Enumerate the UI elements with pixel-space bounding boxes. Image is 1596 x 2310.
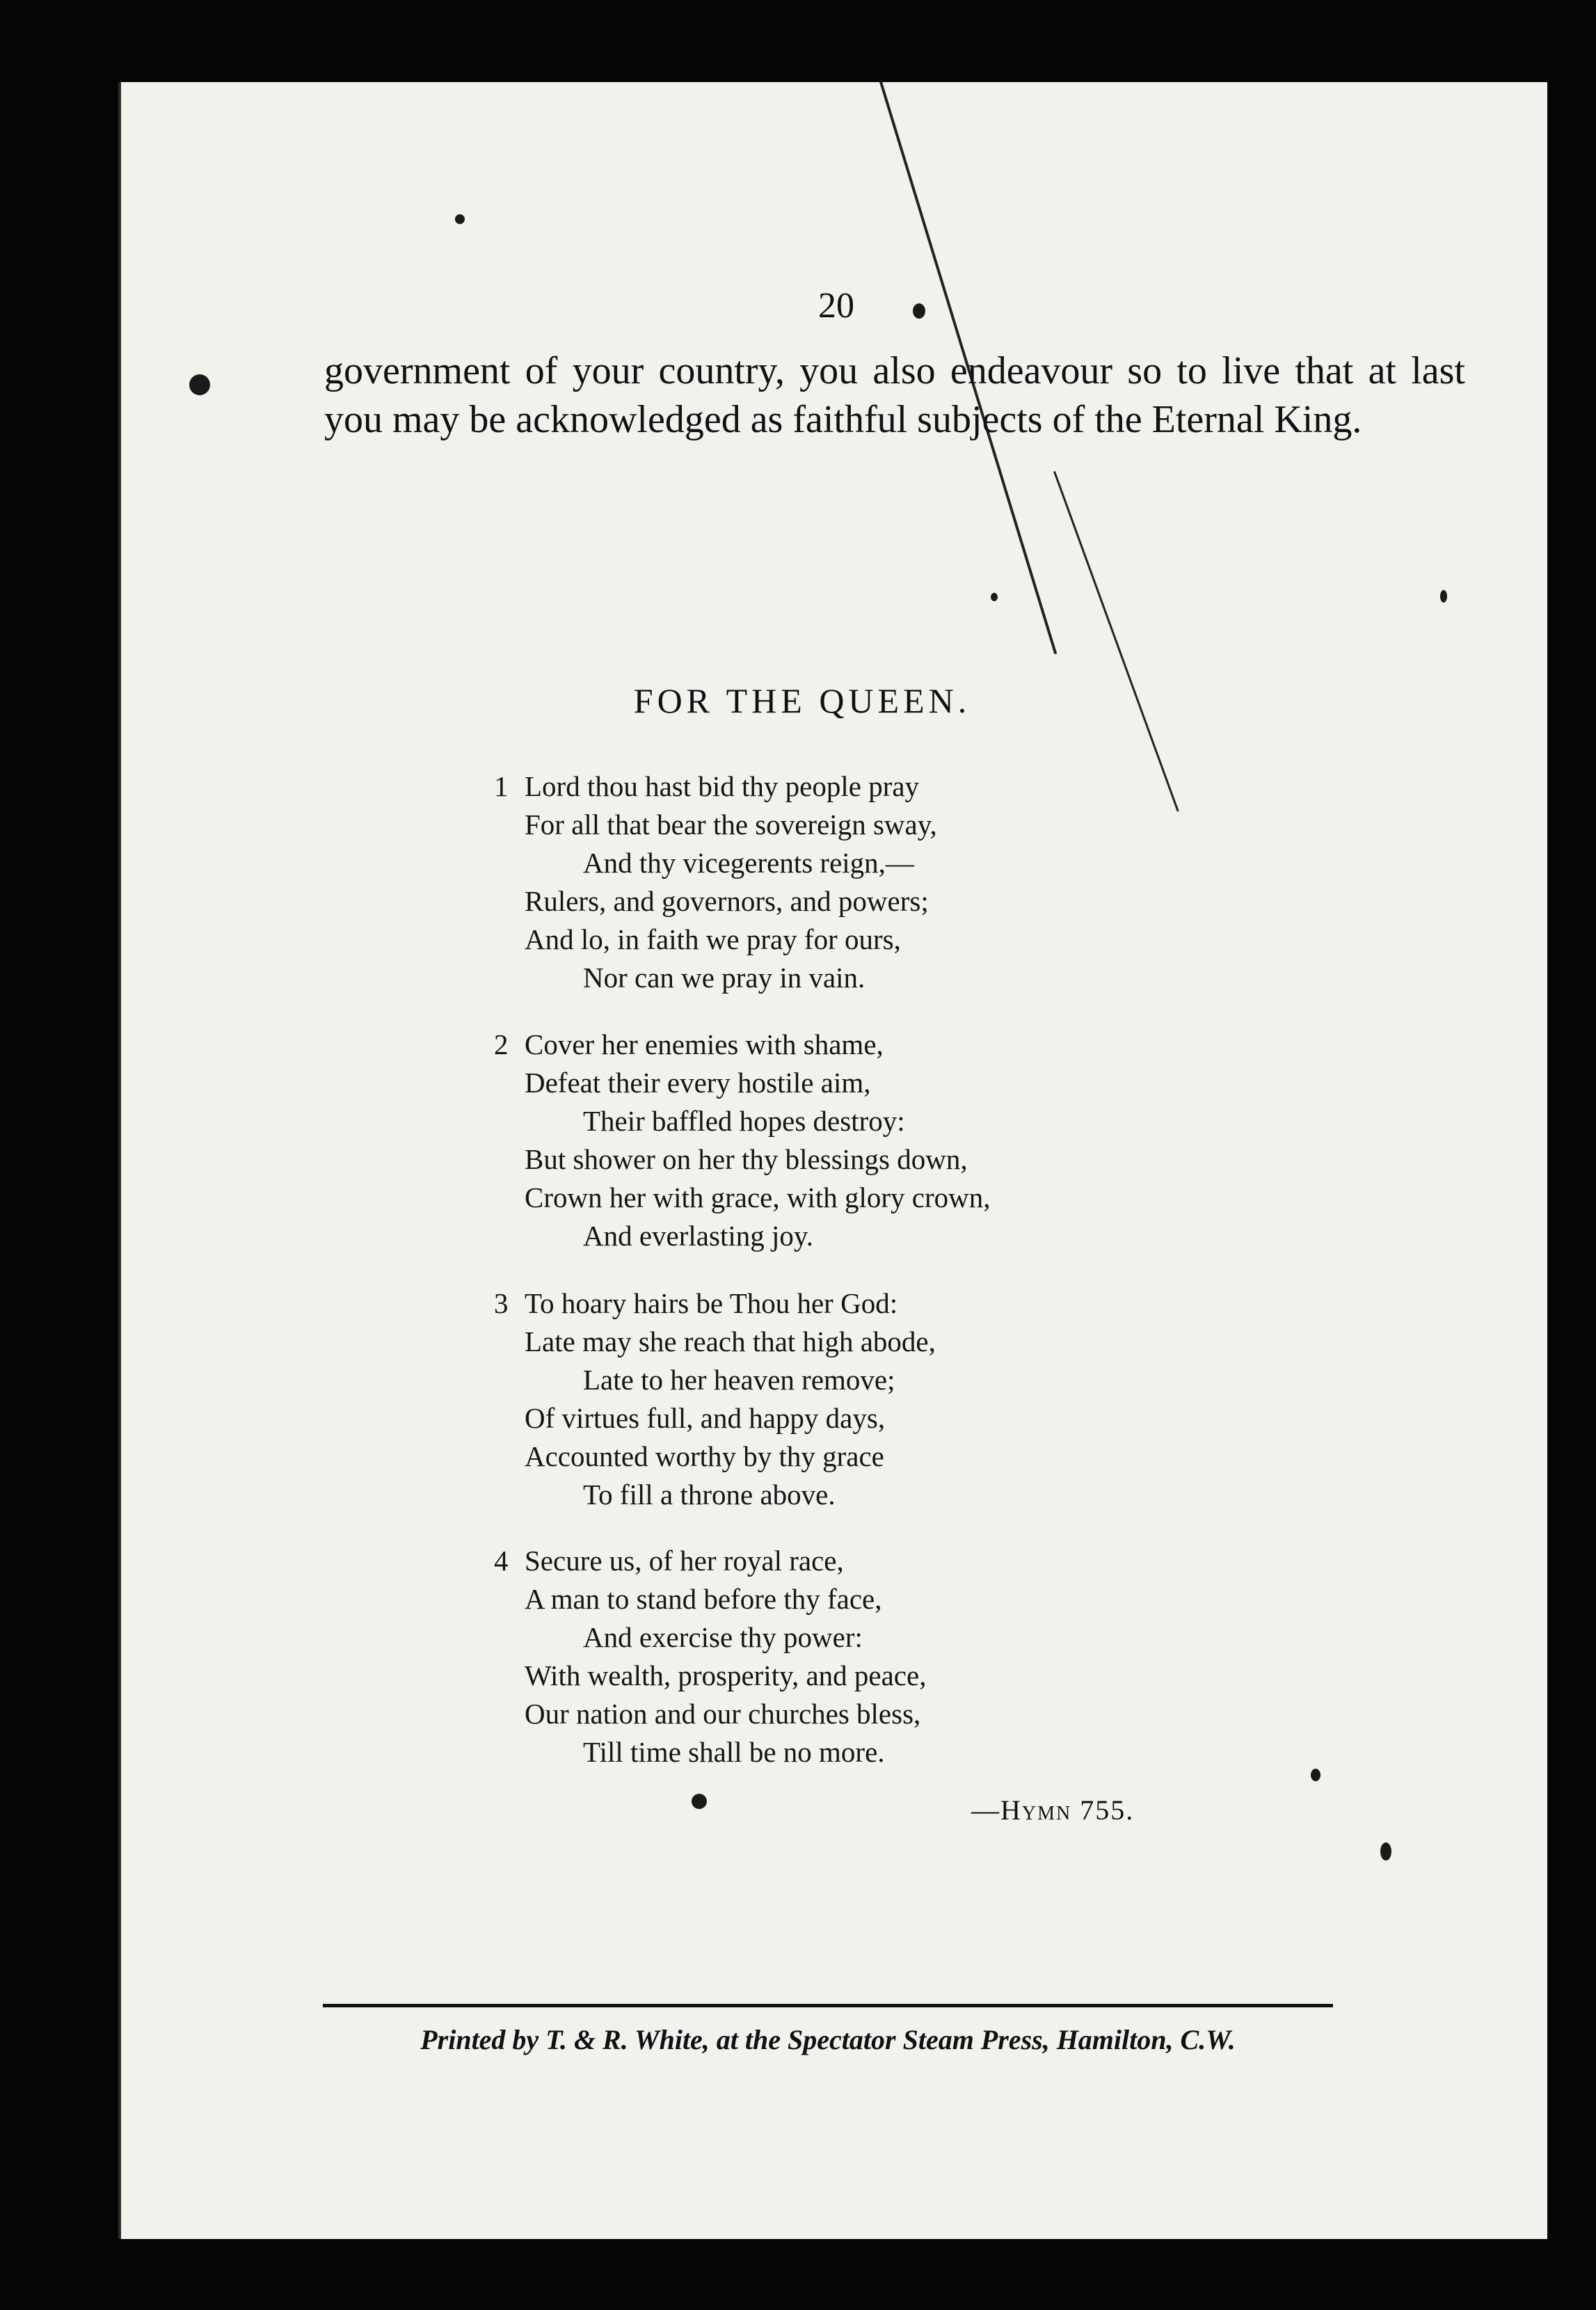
scan-scratch bbox=[1053, 471, 1179, 812]
verse-line: Our nation and our churches bless, bbox=[525, 1698, 921, 1730]
continuation-paragraph: government of your country, you also endeavour so to live that at last you may be acknowledged as faithful subjects of the Eternal King. bbox=[324, 349, 1465, 441]
page-number: 20 bbox=[818, 286, 854, 326]
verse-line: Nor can we pray in vain. bbox=[583, 962, 865, 994]
hymn-source: —Hymn 755. bbox=[971, 1794, 1135, 1826]
verse-line: Late may she reach that high abode, bbox=[525, 1325, 936, 1357]
verse-line: Crown her with grace, with glory crown, bbox=[525, 1181, 991, 1213]
printer-imprint: Printed by T. & R. White, at the Spectator Steam Press, Hamilton, C.W. bbox=[420, 2024, 1236, 2055]
verse-line: Defeat their every hostile aim, bbox=[525, 1067, 871, 1099]
scan-speck bbox=[1440, 590, 1447, 603]
hymn-title: FOR THE QUEEN. bbox=[633, 681, 971, 720]
verse-line: Their baffled hopes destroy: bbox=[583, 1105, 905, 1137]
verse-line: Late to her heaven remove; bbox=[583, 1364, 895, 1396]
scan-speck bbox=[1380, 1842, 1391, 1861]
verse-number: 3 bbox=[494, 1287, 509, 1319]
verse-line: Rulers, and governors, and powers; bbox=[525, 885, 929, 917]
verse-line: And thy vicegerents reign,— bbox=[583, 847, 914, 879]
verse-line: A man to stand before thy face, bbox=[525, 1583, 882, 1615]
verse-line: 2 Cover her enemies with shame, bbox=[525, 1026, 1220, 1064]
scan-speck bbox=[991, 593, 998, 601]
verse-line: And everlasting joy. bbox=[583, 1220, 813, 1252]
verse-number: 2 bbox=[494, 1028, 509, 1060]
verse-line: 1 Lord thou hast bid thy people pray bbox=[525, 767, 1220, 806]
verse bbox=[494, 1026, 1220, 1255]
verse bbox=[494, 1542, 1220, 1771]
verse-line: 3 To hoary hairs be Thou her God: bbox=[525, 1284, 1220, 1323]
verse-line: But shower on her thy blessings down, bbox=[525, 1143, 968, 1175]
verse-line: Of virtues full, and happy days, bbox=[525, 1402, 886, 1434]
verse-line: With wealth, prosperity, and peace, bbox=[525, 1659, 927, 1691]
document-page bbox=[118, 82, 1547, 2239]
verse-line: To fill a throne above. bbox=[583, 1479, 836, 1511]
verse-line: And exercise thy power: bbox=[583, 1621, 863, 1653]
verse-line: And lo, in faith we pray for ours, bbox=[525, 923, 901, 955]
scan-speck bbox=[692, 1794, 707, 1809]
scan-speck bbox=[1311, 1769, 1320, 1781]
verse-number: 1 bbox=[494, 770, 509, 802]
scan-speck bbox=[913, 303, 925, 319]
scan-speck bbox=[455, 214, 465, 224]
scan-speck bbox=[189, 374, 210, 395]
verse-line: 4 Secure us, of her royal race, bbox=[525, 1542, 1220, 1580]
verse-line: Accounted worthy by thy grace bbox=[525, 1440, 884, 1472]
verse bbox=[494, 767, 1220, 997]
verse bbox=[494, 1284, 1220, 1514]
divider-rule bbox=[323, 2004, 1333, 2007]
verse-number: 4 bbox=[494, 1545, 509, 1577]
verse-line: Till time shall be no more. bbox=[583, 1736, 885, 1768]
verse-line: For all that bear the sovereign sway, bbox=[525, 808, 937, 841]
